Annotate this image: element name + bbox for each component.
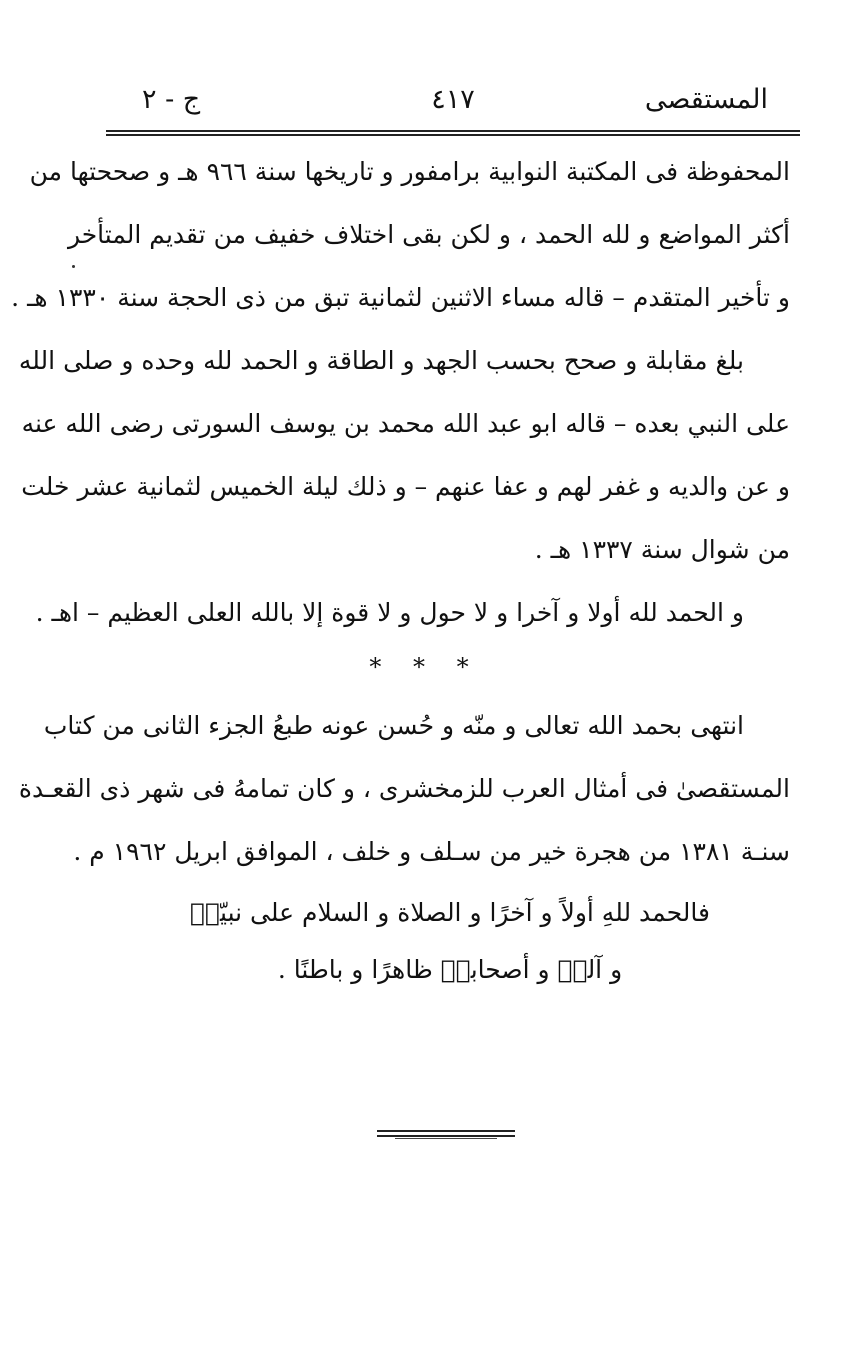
text-line: و عن والديه و غفر لهم و عفا عنهم – و ذلك ليلة الخميس لثمانية عشر خلت xyxy=(21,472,790,501)
text-line: المحفوظة فى المكتبة النوابية برامفور و تاريخها سنة ٩٦٦ هـ و صححتها من xyxy=(29,157,790,186)
doxology xyxy=(110,884,790,998)
page-number: ٤١٧ xyxy=(431,84,475,115)
doxology-line: فالحمد للهِ أولاً و آخرًا و الصلاة و السلام على نبيّهٖ xyxy=(190,898,710,927)
colophon-line: المستقصىٰ فى أمثال العرب للزمخشرى ، و كان تمامهُ فى شهر ذى القعـدة xyxy=(18,774,790,803)
volume-label: ج - ٢ xyxy=(142,84,201,115)
header-rule xyxy=(106,130,800,136)
text-line: أكثر المواضع و لله الحمد ، و لكن بقى اختلاف خفيف من تقديم المتأخر xyxy=(67,220,790,249)
section-separator: * * * xyxy=(369,653,481,681)
colophon-line: انتهى بحمد الله تعالى و منّه و حُسن عونه طبعُ الجزء الثانى من كتاب xyxy=(43,711,744,740)
main-text xyxy=(11,140,790,644)
end-rule-inner xyxy=(395,1138,497,1139)
text-line: بلغ مقابلة و صحح بحسب الجهد و الطاقة و الحمد لله وحده و صلى الله xyxy=(18,346,744,375)
running-header xyxy=(108,78,798,122)
colophon xyxy=(18,694,790,883)
book-title: المستقصى xyxy=(644,84,768,115)
doxology-line: و آلهٖ و أصحابهٖ ظاهرًا و باطنًا . xyxy=(277,955,623,984)
end-rule xyxy=(377,1130,515,1137)
text-line: على النبي بعده – قاله ابو عبد الله محمد بن يوسف السورتى رضى الله عنه xyxy=(21,409,790,438)
text-line: من شوال سنة ١٣٣٧ هـ . xyxy=(534,535,790,564)
colophon-line: سنـة ١٣٨١ من هجرة خير من سـلف و خلف ، الموافق ابريل ١٩٦٢ م . xyxy=(73,837,790,866)
text-line: و تأخير المتقدم – قاله مساء الاثنين لثمانية تبق من ذى الحجة سنة ١٣٣٠ هـ . xyxy=(11,283,790,312)
text-line: و الحمد لله أولا و آخرا و لا حول و لا قوة إلا بالله العلى العظيم – اهـ . xyxy=(35,598,744,627)
